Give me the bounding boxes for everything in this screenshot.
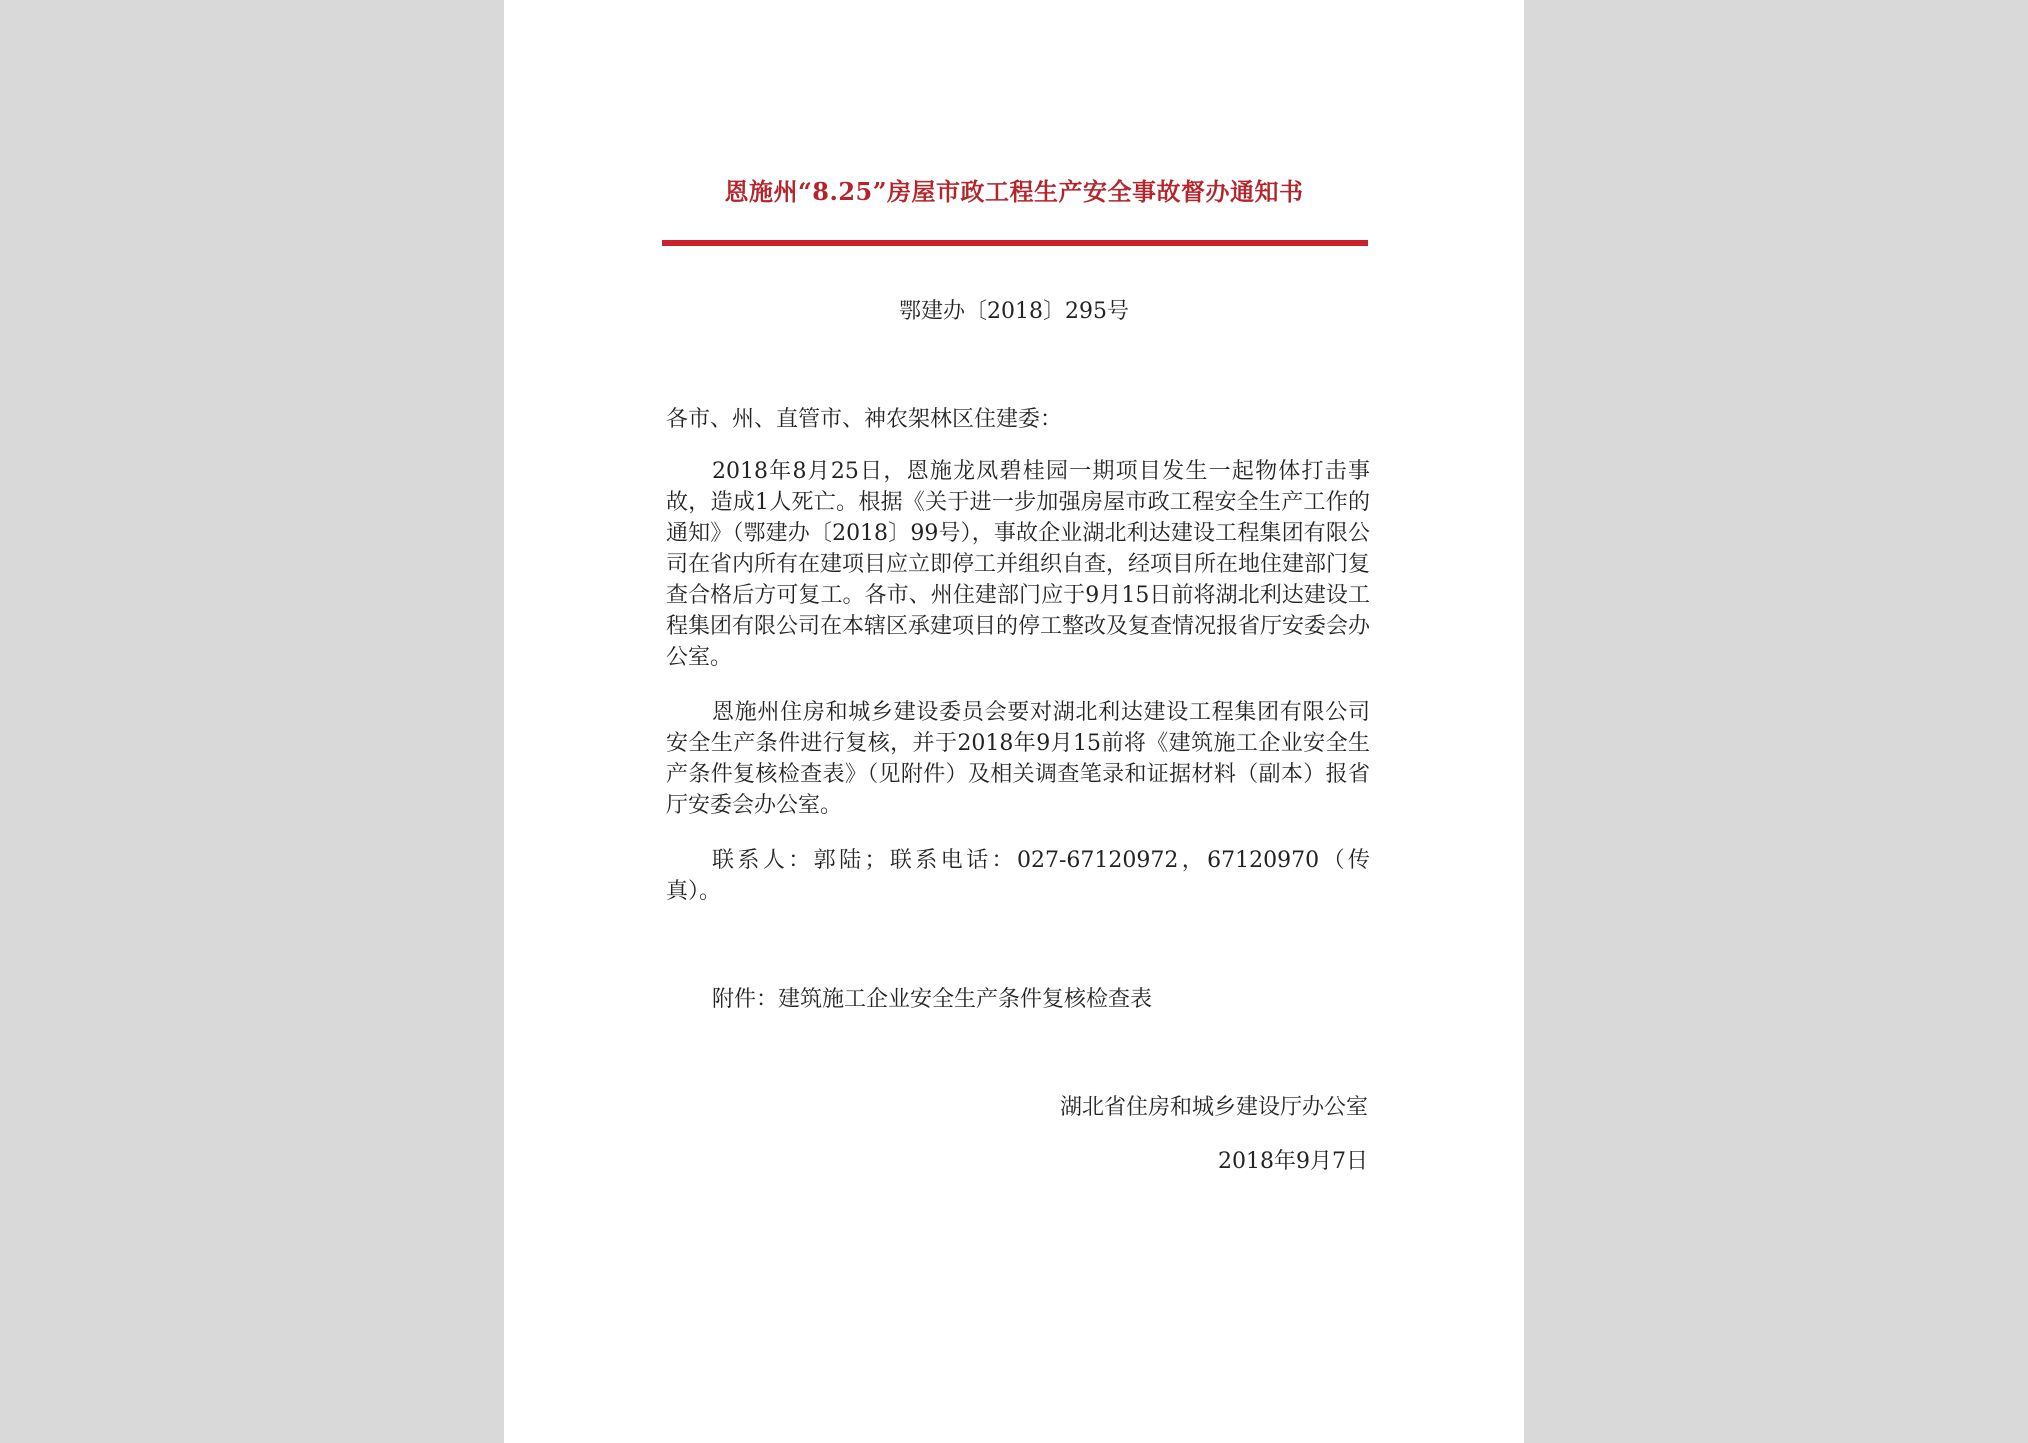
document-number: 鄂建办〔2018〕295号 bbox=[899, 299, 1129, 324]
attachment-note: 附件：建筑施工企业安全生产条件复核检查表 bbox=[712, 987, 1153, 1012]
paragraph-1: 2018年8月25日，恩施龙凤碧桂园一期项目发生一起物体打击事故，造成1人死亡。根据《关于进一步加强房屋市政工程安全生产工作的通知》（鄂建办〔2018〕99号），事故企业湖北利达建设工程集团有限公司在省内所有在建项目应立即停工并组织自查，经项目所在地住建部门复查合格后方可复工。各市、州住建部门应于9月15日前将湖北利达建设工程集团有限公司在本辖区承建项目的停工整改及复查情况报省厅安委会办公室。 bbox=[666, 459, 1371, 670]
paragraph-3: 联系人：郭陆；联系电话：027-67120972，67120970（传真）。 bbox=[666, 848, 1370, 904]
document-page bbox=[504, 0, 1524, 1443]
document-title: 恩施州“8.25”房屋市政工程生产安全事故督办通知书 bbox=[724, 177, 1304, 206]
paragraph-2: 恩施州住房和城乡建设委员会要对湖北利达建设工程集团有限公司安全生产条件进行复核，并于2018年9月15前将《建筑施工企业安全生产条件复核检查表》（见附件）及相关调查笔录和证据材料（副本）报省厅安委会办公室。 bbox=[666, 700, 1370, 818]
title-divider bbox=[662, 240, 1368, 246]
salutation: 各市、州、直管市、神农架林区住建委： bbox=[666, 407, 1063, 432]
issuer: 湖北省住房和城乡建设厅办公室 bbox=[1059, 1095, 1368, 1120]
issue-date: 2018年9月7日 bbox=[1218, 1149, 1368, 1174]
